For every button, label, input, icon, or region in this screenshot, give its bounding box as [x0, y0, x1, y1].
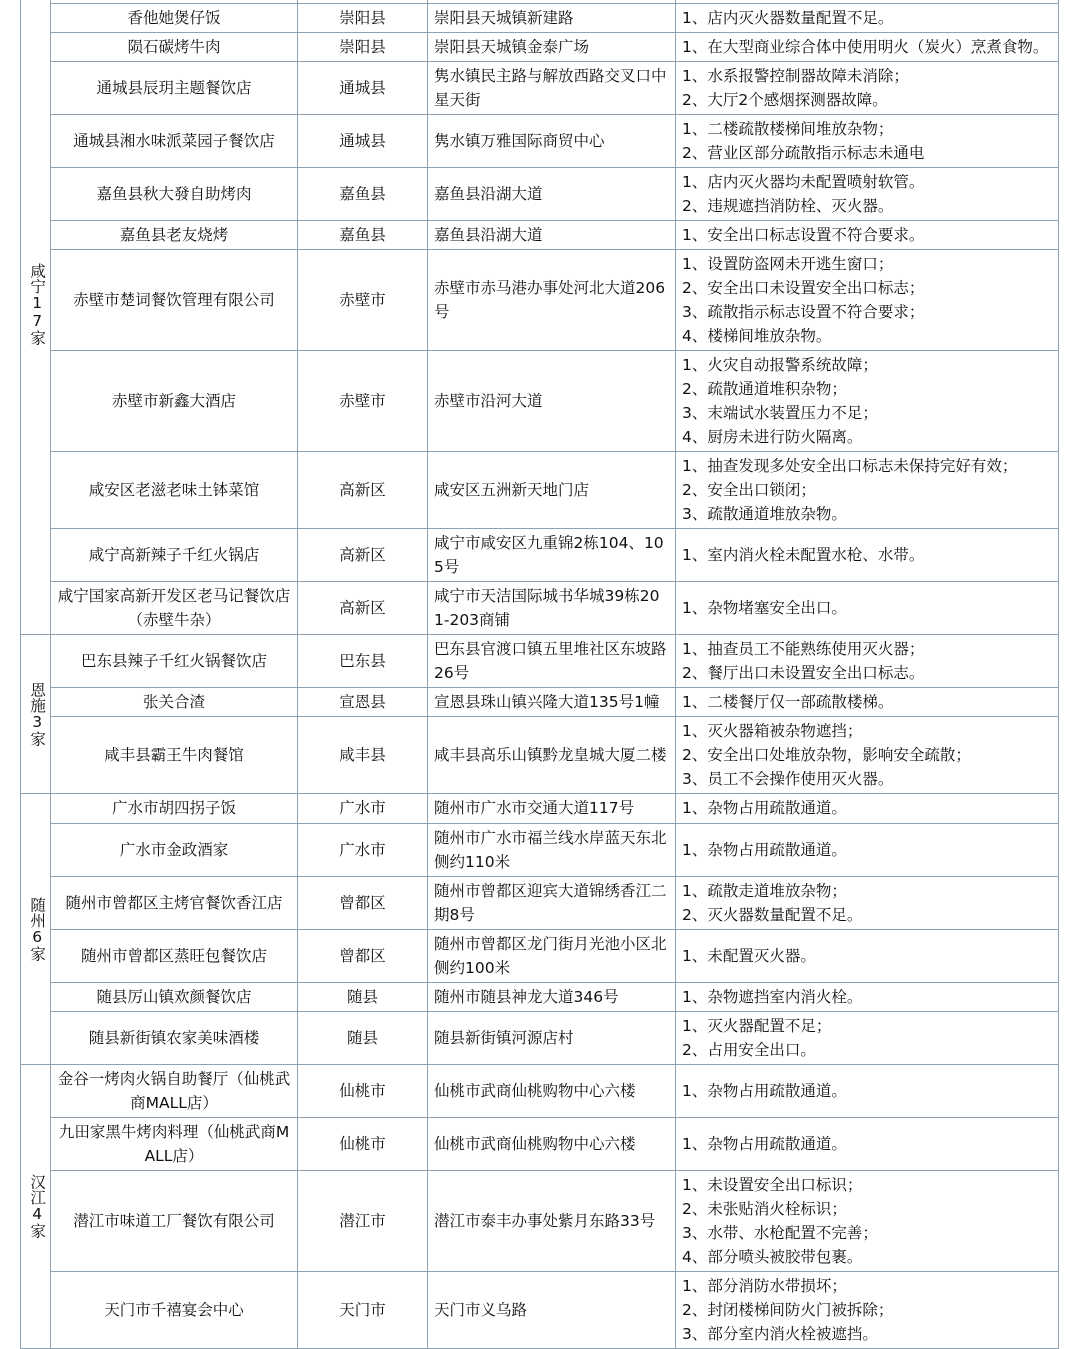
violations-cell — [676, 1064, 1059, 1117]
violations-cell — [676, 221, 1059, 250]
area-cell: 巴东县 — [298, 635, 428, 688]
unit-name-cell: 通城县辰玥主题餐饮店 — [51, 62, 298, 115]
area-cell: 天门市 — [298, 1271, 428, 1348]
unit-name-cell: 咸宁国家高新开发区老马记餐饮店（赤壁牛杂） — [51, 582, 298, 635]
area-cell: 宣恩县 — [298, 688, 428, 717]
area-cell: 曾都区 — [298, 876, 428, 929]
group-label: 咸宁17家 — [28, 263, 47, 346]
violation-line: 2、营业区部分疏散指示标志未通电 — [682, 144, 925, 163]
area-cell: 高新区 — [298, 529, 428, 582]
violations-cell — [676, 929, 1059, 982]
violations-cell — [676, 529, 1059, 582]
violation-line: 1、杂物遮挡室内消火栓。 — [682, 987, 863, 1006]
table-row — [21, 1271, 1059, 1348]
unit-name-cell: 香他她煲仔饭 — [51, 4, 298, 33]
violations-cell — [676, 33, 1059, 62]
violation-line: 2、餐厅出口未设置安全出口标志。 — [682, 664, 925, 683]
violation-line: 1、在大型商业综合体中使用明火（炭火）烹煮食物。 — [682, 38, 1049, 57]
violation-line: 1、安全出口标志设置不符合要求。 — [682, 226, 925, 245]
address-cell: 随州市广水市交通大道117号 — [428, 794, 676, 823]
area-cell: 仙桃市 — [298, 1064, 428, 1117]
violation-line: 2、占用安全出口。 — [682, 1040, 816, 1059]
area-cell: 崇阳县 — [298, 33, 428, 62]
table-row — [21, 688, 1059, 717]
violations-cell — [676, 115, 1059, 168]
group-label: 恩施3家 — [28, 682, 47, 747]
area-cell: 通城县 — [298, 115, 428, 168]
violations-cell — [676, 794, 1059, 823]
violation-line: 1、店内灭火器均未配置喷射软管。 — [682, 173, 925, 192]
table-row — [21, 62, 1059, 115]
violations-cell — [676, 4, 1059, 33]
unit-name-cell: 陨石碳烤牛肉 — [51, 33, 298, 62]
inspection-table — [20, 0, 1059, 1349]
address-cell: 咸丰县高乐山镇黔龙皇城大厦二楼 — [428, 717, 676, 794]
address-cell: 隽水镇民主路与解放西路交叉口中星天街 — [428, 62, 676, 115]
violation-line: 1、室内消火栓未配置水枪、水带。 — [682, 546, 925, 565]
violation-line: 1、设置防盗网未开逃生窗口； — [682, 255, 894, 274]
area-cell: 曾都区 — [298, 929, 428, 982]
violations-cell — [676, 168, 1059, 221]
area-cell: 崇阳县 — [298, 4, 428, 33]
area-cell: 赤壁市 — [298, 351, 428, 452]
violation-line: 1、杂物堵塞安全出口。 — [682, 599, 847, 618]
table-body — [21, 0, 1059, 1348]
unit-name-cell: 九田家黑牛烤肉料理（仙桃武商MALL店） — [51, 1117, 298, 1170]
table-row — [21, 982, 1059, 1011]
violations-cell — [676, 635, 1059, 688]
unit-name-cell: 随县新街镇农家美味酒楼 — [51, 1011, 298, 1064]
violations-cell — [676, 823, 1059, 876]
unit-name-cell: 随县厉山镇欢颜餐饮店 — [51, 982, 298, 1011]
violation-line: 2、疏散通道堆积杂物； — [682, 380, 847, 399]
area-cell: 嘉鱼县 — [298, 221, 428, 250]
area-cell: 潜江市 — [298, 1170, 428, 1271]
violations-cell — [676, 982, 1059, 1011]
unit-name-cell: 广水市金政酒家 — [51, 823, 298, 876]
table-row — [21, 115, 1059, 168]
table-row — [21, 1170, 1059, 1271]
table-row — [21, 823, 1059, 876]
address-cell: 随州市曾都区龙门街月光池小区北侧约100米 — [428, 929, 676, 982]
violations-cell — [676, 452, 1059, 529]
table-row — [21, 635, 1059, 688]
group-label: 随州6家 — [28, 896, 47, 962]
address-cell: 随州市广水市福兰线水岸蓝天东北侧约110米 — [428, 823, 676, 876]
violation-line: 2、安全出口未设置安全出口标志； — [682, 279, 925, 298]
unit-name-cell: 天门市千禧宴会中心 — [51, 1271, 298, 1348]
violation-line: 1、火灾自动报警系统故障； — [682, 356, 878, 375]
address-cell: 宣恩县珠山镇兴隆大道135号1幢 — [428, 688, 676, 717]
area-cell: 广水市 — [298, 794, 428, 823]
address-cell: 崇阳县天城镇金泰广场 — [428, 33, 676, 62]
unit-name-cell: 金谷一烤肉火锅自助餐厅（仙桃武商MALL店） — [51, 1064, 298, 1117]
violation-line: 1、未配置灭火器。 — [682, 946, 816, 965]
violation-line: 4、部分喷头被胶带包裹。 — [682, 1247, 863, 1266]
area-cell: 赤壁市 — [298, 250, 428, 351]
violation-line: 2、封闭楼梯间防火门被拆除； — [682, 1300, 894, 1319]
violation-line: 1、部分消防水带损坏； — [682, 1276, 847, 1295]
violation-line: 1、水系报警控制器故障未消除； — [682, 67, 909, 86]
unit-name-cell: 巴东县辣子千红火锅餐饮店 — [51, 635, 298, 688]
table-row — [21, 582, 1059, 635]
violation-line: 1、疏散走道堆放杂物； — [682, 881, 847, 900]
unit-name-cell: 咸安区老滋老味土钵菜馆 — [51, 452, 298, 529]
violations-cell — [676, 717, 1059, 794]
address-cell: 巴东县官渡口镇五里堆社区东坡路26号 — [428, 635, 676, 688]
unit-name-cell: 潜江市味道工厂餐饮有限公司 — [51, 1170, 298, 1271]
unit-name-cell: 赤壁市楚词餐饮管理有限公司 — [51, 250, 298, 351]
area-cell: 高新区 — [298, 452, 428, 529]
address-cell: 赤壁市赤马港办事处河北大道206号 — [428, 250, 676, 351]
violation-line: 1、店内灭火器数量配置不足。 — [682, 9, 894, 28]
address-cell: 随县新街镇河源店村 — [428, 1011, 676, 1064]
table-row — [21, 250, 1059, 351]
violation-line: 1、杂物占用疏散通道。 — [682, 1081, 847, 1100]
table-row — [21, 351, 1059, 452]
group-label-cell — [21, 635, 51, 794]
violations-cell — [676, 876, 1059, 929]
unit-name-cell: 嘉鱼县秋大發自助烤肉 — [51, 168, 298, 221]
violation-line: 2、灭火器数量配置不足。 — [682, 905, 863, 924]
table-row — [21, 33, 1059, 62]
violation-line: 1、灭火器箱被杂物遮挡； — [682, 722, 863, 741]
violations-cell — [676, 1170, 1059, 1271]
violation-line: 3、末端试水装置压力不足； — [682, 404, 878, 423]
table-row — [21, 4, 1059, 33]
area-cell: 随县 — [298, 982, 428, 1011]
violations-cell — [676, 1011, 1059, 1064]
area-cell: 高新区 — [298, 582, 428, 635]
table-row — [21, 221, 1059, 250]
violations-cell — [676, 688, 1059, 717]
violations-cell — [676, 582, 1059, 635]
violation-line: 3、员工不会操作使用灭火器。 — [682, 770, 894, 789]
unit-name-cell: 赤壁市新鑫大酒店 — [51, 351, 298, 452]
violation-line: 3、疏散指示标志设置不符合要求； — [682, 303, 925, 322]
table-row — [21, 1117, 1059, 1170]
violation-line — [682, 0, 1052, 1]
address-cell: 仙桃市武商仙桃购物中心六楼 — [428, 1117, 676, 1170]
area-cell: 广水市 — [298, 823, 428, 876]
address-cell: 咸安区五洲新天地门店 — [428, 452, 676, 529]
address-cell: 随州市随县神龙大道346号 — [428, 982, 676, 1011]
unit-name-cell: 咸丰县霸王牛肉餐馆 — [51, 717, 298, 794]
violations-cell — [676, 250, 1059, 351]
table-row — [21, 794, 1059, 823]
address-cell: 赤壁市沿河大道 — [428, 351, 676, 452]
violation-line: 4、楼梯间堆放杂物。 — [682, 327, 832, 346]
violation-line: 1、二楼疏散楼梯间堆放杂物； — [682, 120, 894, 139]
area-cell: 嘉鱼县 — [298, 168, 428, 221]
violation-line: 1、抽查发现多处安全出口标志未保持完好有效； — [682, 457, 1018, 476]
table-row — [21, 876, 1059, 929]
group-label-cell — [21, 0, 51, 635]
unit-name-cell: 嘉鱼县老友烧烤 — [51, 221, 298, 250]
violations-cell — [676, 1271, 1059, 1348]
address-cell: 咸宁市咸安区九重锦2栋104、105号 — [428, 529, 676, 582]
violation-line: 2、未张贴消火栓标识； — [682, 1199, 847, 1218]
violation-line: 1、未设置安全出口标识； — [682, 1175, 863, 1194]
address-cell: 嘉鱼县沿湖大道 — [428, 221, 676, 250]
address-cell: 仙桃市武商仙桃购物中心六楼 — [428, 1064, 676, 1117]
table-row — [21, 929, 1059, 982]
address-cell: 潜江市泰丰办事处紫月东路33号 — [428, 1170, 676, 1271]
address-cell: 天门市义乌路 — [428, 1271, 676, 1348]
table-row — [21, 529, 1059, 582]
group-label-cell — [21, 1064, 51, 1348]
address-cell: 嘉鱼县沿湖大道 — [428, 168, 676, 221]
address-cell: 咸宁市天洁国际城书华城39栋201-203商铺 — [428, 582, 676, 635]
unit-name-cell: 通城县湘水味派菜园子餐饮店 — [51, 115, 298, 168]
violation-line: 1、杂物占用疏散通道。 — [682, 799, 847, 818]
violations-cell — [676, 351, 1059, 452]
violation-line: 3、水带、水枪配置不完善； — [682, 1223, 878, 1242]
violation-line: 3、部分室内消火栓被遮挡。 — [682, 1324, 878, 1343]
unit-name-cell: 随州市曾都区蒸旺包餐饮店 — [51, 929, 298, 982]
table-row — [21, 1064, 1059, 1117]
violation-line: 2、违规遮挡消防栓、灭火器。 — [682, 197, 894, 216]
area-cell: 咸丰县 — [298, 717, 428, 794]
violation-line: 1、杂物占用疏散通道。 — [682, 1134, 847, 1153]
violation-line: 3、疏散通道堆放杂物。 — [682, 505, 847, 524]
violation-line: 1、抽查员工不能熟练使用灭火器； — [682, 640, 925, 659]
group-label-cell — [21, 794, 51, 1064]
table-row — [21, 452, 1059, 529]
violation-line: 1、灭火器配置不足； — [682, 1016, 832, 1035]
unit-name-cell: 张关合渣 — [51, 688, 298, 717]
table-row — [21, 168, 1059, 221]
unit-name-cell: 咸宁高新辣子千红火锅店 — [51, 529, 298, 582]
table-row — [21, 1011, 1059, 1064]
table-row — [21, 717, 1059, 794]
violation-line: 1、二楼餐厅仅一部疏散楼梯。 — [682, 693, 894, 712]
violation-line: 1、杂物占用疏散通道。 — [682, 840, 847, 859]
address-cell: 随州市曾都区迎宾大道锦绣香江二期8号 — [428, 876, 676, 929]
violations-cell — [676, 62, 1059, 115]
unit-name-cell: 广水市胡四拐子饭 — [51, 794, 298, 823]
address-cell: 崇阳县天城镇新建路 — [428, 4, 676, 33]
violation-line: 4、厨房未进行防火隔离。 — [682, 428, 863, 447]
violation-line: 2、安全出口锁闭； — [682, 481, 816, 500]
unit-name-cell: 随州市曾都区主烤官餐饮香江店 — [51, 876, 298, 929]
violation-line: 2、大厅2个感烟探测器故障。 — [682, 91, 888, 110]
area-cell: 随县 — [298, 1011, 428, 1064]
address-cell: 隽水镇万雅国际商贸中心 — [428, 115, 676, 168]
violations-cell — [676, 1117, 1059, 1170]
area-cell: 通城县 — [298, 62, 428, 115]
area-cell: 仙桃市 — [298, 1117, 428, 1170]
violation-line: 2、安全出口处堆放杂物，影响安全疏散； — [682, 746, 971, 765]
group-label: 汉江4家 — [28, 1173, 47, 1239]
